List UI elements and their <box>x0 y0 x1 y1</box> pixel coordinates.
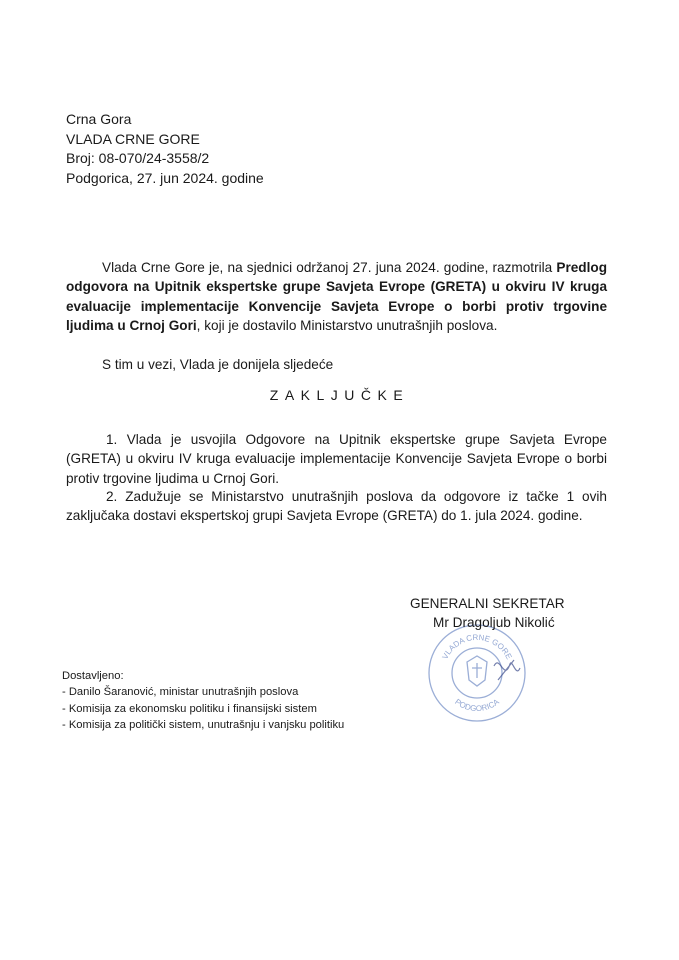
decision-intro: S tim u vezi, Vlada je donijela sljedeće <box>102 357 334 372</box>
official-seal-stamp <box>422 618 532 728</box>
seal-bottom-text: PODGORICA <box>453 697 501 714</box>
signatory-name: Mr Dragoljub Nikolić <box>433 615 555 630</box>
header-country: Crna Gora <box>66 111 132 127</box>
distribution-item: - Komisija za ekonomsku politiku i finansijski sistem <box>62 702 317 715</box>
signature-scribble <box>494 660 520 680</box>
seal-cross-mark <box>472 663 482 678</box>
signatory-title: GENERALNI SEKRETAR <box>410 596 565 611</box>
intro-paragraph <box>66 258 607 335</box>
conclusions-heading: ZAKLJUČKE <box>269 387 410 403</box>
seal-top-text: VLADA CRNE GORE <box>440 632 514 661</box>
distribution-item: - Komisija za politički sistem, unutrašnju i vanjsku politiku <box>62 719 345 732</box>
header-number: Broj: 08-070/24-3558/2 <box>66 150 210 166</box>
intro-text-start: Vlada Crne Gore je, na sjednici održanoj 27. juna 2024. godine, razmotrila <box>102 260 557 275</box>
distribution-label: Dostavljeno: <box>62 670 124 682</box>
conclusion-item: 1. Vlada je usvojila Odgovore na Upitnik ekspertske grupe Savjeta Evrope (GRETA) u okviru IV kruga evaluacije implementacije Konvencije Savjeta Evrope o borbi protiv trgovine ljudima u Crnoj Gori. <box>66 432 607 486</box>
intro-text-end: , koji je dostavilo Ministarstvo unutrašnjih poslova. <box>196 317 498 333</box>
header-government: VLADA CRNE GORE <box>66 130 200 147</box>
intro-bold-subject: Predlog odgovora na Upitnik ekspertske grupe Savjeta Evrope (GRETA) u okviru IV kruga evaluacije implementacije Konvencije Savjeta Evrope o borbi protiv trgovine ljudima u Crnoj Gori <box>66 260 607 333</box>
conclusion-item: 2. Zadužuje se Ministarstvo unutrašnjih poslova da odgovore iz tačke 1 ovih zaključaka dostavi ekspertskoj grupi Savjeta Evrope (GRETA) do 1. jula 2024. godine. <box>66 489 607 524</box>
signature-block <box>410 594 610 632</box>
document-header <box>66 110 264 188</box>
distribution-item: - Danilo Šaranović, ministar unutrašnjih poslova <box>62 686 299 699</box>
header-place-date: Podgorica, 27. jun 2024. godine <box>66 169 264 186</box>
distribution-list <box>62 668 344 734</box>
distribution-items <box>62 684 344 733</box>
